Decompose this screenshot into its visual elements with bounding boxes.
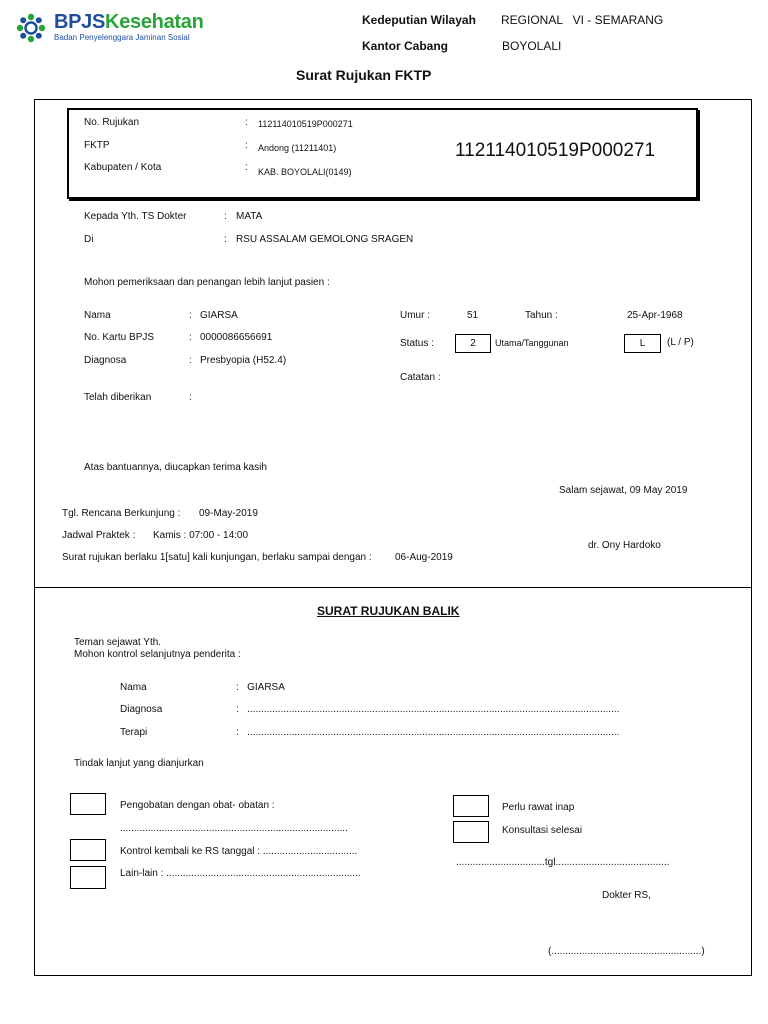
patient-name-label: Nama: [84, 310, 111, 321]
branch-value: BOYOLALI: [502, 39, 562, 53]
referral-no-value: 112114010519P000271: [258, 119, 353, 129]
referral-big-number: 112114010519P000271: [455, 140, 656, 161]
option-inpatient: Perlu rawat inap: [502, 802, 575, 813]
back-therapy-label: Terapi: [120, 727, 148, 738]
schedule-value: Kamis : 07:00 - 14:00: [153, 530, 249, 541]
option-medication-line: ..................................................................................: [120, 823, 348, 834]
recipient-colon: :: [224, 211, 227, 222]
logo-subtitle: Badan Penyelenggara Jaminan Sosial: [54, 33, 190, 42]
back-name-value: : GIARSA: [236, 682, 285, 693]
doctor-rs-label: Dokter RS,: [602, 890, 651, 901]
location-value: RSU ASSALAM GEMOLONG SRAGEN: [236, 234, 414, 245]
back-diagnosis-label: Diagnosa: [120, 704, 163, 715]
referral-no-colon: :: [245, 117, 248, 128]
kabupaten-colon: :: [245, 162, 248, 173]
age-label: Umur :: [400, 310, 430, 321]
kabupaten-label: Kabupaten / Kota: [84, 162, 162, 173]
date-line: ................................tgl.........................................: [456, 857, 670, 868]
status-label: Status :: [400, 338, 434, 349]
location-colon: :: [224, 234, 227, 245]
greeting-text: Salam sejawat, 09 May 2019: [559, 485, 688, 496]
visit-label: Tgl. Rencana Berkunjung :: [62, 508, 181, 519]
option-consult-done: Konsultasi selesai: [502, 825, 583, 836]
doctor-name: dr. Ony Hardoko: [588, 540, 661, 551]
signature-line: (......................................................): [548, 946, 705, 957]
back-diagnosis-line: : ......................................................................................................................................: [236, 704, 620, 715]
status-box: 2: [455, 334, 491, 353]
logo-brand: BPJSKesehatan: [54, 11, 204, 33]
note-label: Catatan :: [400, 372, 441, 383]
fktp-label: FKTP: [84, 140, 110, 151]
back-title: SURAT RUJUKAN BALIK: [317, 604, 460, 618]
card-label: No. Kartu BPJS: [84, 332, 155, 343]
back-therapy-line: : ......................................................................................................................................: [236, 727, 620, 738]
sex-box: L: [624, 334, 661, 353]
checkbox-medication[interactable]: [70, 793, 106, 815]
region-label: Kedeputian Wilayah: [362, 13, 476, 27]
status-desc: Utama/Tanggunan: [495, 338, 569, 348]
checkbox-consult-done[interactable]: [453, 821, 489, 843]
dob-value: 25-Apr-1968: [627, 310, 683, 321]
option-medication: Pengobatan dengan obat- obatan :: [120, 800, 275, 811]
branch-label: Kantor Cabang: [362, 39, 449, 53]
age-value: 51: [467, 310, 479, 321]
option-other: Lain-lain : ......................................................................: [120, 868, 361, 879]
year-label: Tahun :: [525, 310, 558, 321]
sex-desc: (L / P): [667, 337, 694, 348]
checkbox-inpatient[interactable]: [453, 795, 489, 817]
section-divider: [34, 587, 752, 588]
checkbox-other[interactable]: [70, 866, 106, 889]
referral-no-label: No. Rujukan: [84, 117, 140, 128]
checkbox-control[interactable]: [70, 839, 106, 861]
diagnosis-colon: :: [189, 355, 192, 366]
patient-name-colon: :: [189, 310, 192, 321]
location-label: Di: [84, 234, 94, 245]
option-control: Kontrol kembali ke RS tanggal : ..................................: [120, 846, 358, 857]
schedule-label: Jadwal Praktek :: [62, 530, 136, 541]
back-name-label: Nama: [120, 682, 147, 693]
recipient-value: MATA: [236, 211, 263, 222]
fktp-value: Andong (11211401): [258, 143, 337, 153]
bpjs-logo: [16, 11, 204, 47]
back-greeting-1: Teman sejawat Yth.: [74, 637, 162, 648]
request-text: Mohon pemeriksaan dan penangan lebih lanjut pasien :: [84, 277, 330, 288]
referral-frame: [34, 99, 752, 976]
page-title: Surat Rujukan FKTP: [296, 67, 432, 83]
thanks-text: Atas bantuannya, diucapkan terima kasih: [84, 462, 267, 473]
visit-value: 09-May-2019: [199, 508, 258, 519]
card-value: 0000086656691: [200, 332, 273, 343]
recipient-label: Kepada Yth. TS Dokter: [84, 211, 187, 222]
validity-label: Surat rujukan berlaku 1[satu] kali kunjungan, berlaku sampai dengan :: [62, 552, 372, 563]
diagnosis-value: Presbyopia (H52.4): [200, 355, 287, 366]
patient-name-value: GIARSA: [200, 310, 238, 321]
kabupaten-value: KAB. BOYOLALI(0149): [258, 167, 352, 177]
given-colon: :: [189, 392, 192, 403]
card-colon: :: [189, 332, 192, 343]
diagnosis-label: Diagnosa: [84, 355, 127, 366]
region-value: REGIONAL VI - SEMARANG: [501, 13, 664, 27]
back-greeting-2: Mohon kontrol selanjutnya penderita :: [74, 649, 241, 660]
fktp-colon: :: [245, 140, 248, 151]
bpjs-logo-icon: [16, 13, 46, 43]
followup-label: Tindak lanjut yang dianjurkan: [74, 758, 204, 769]
validity-value: 06-Aug-2019: [395, 552, 453, 563]
given-label: Telah diberikan: [84, 392, 152, 403]
